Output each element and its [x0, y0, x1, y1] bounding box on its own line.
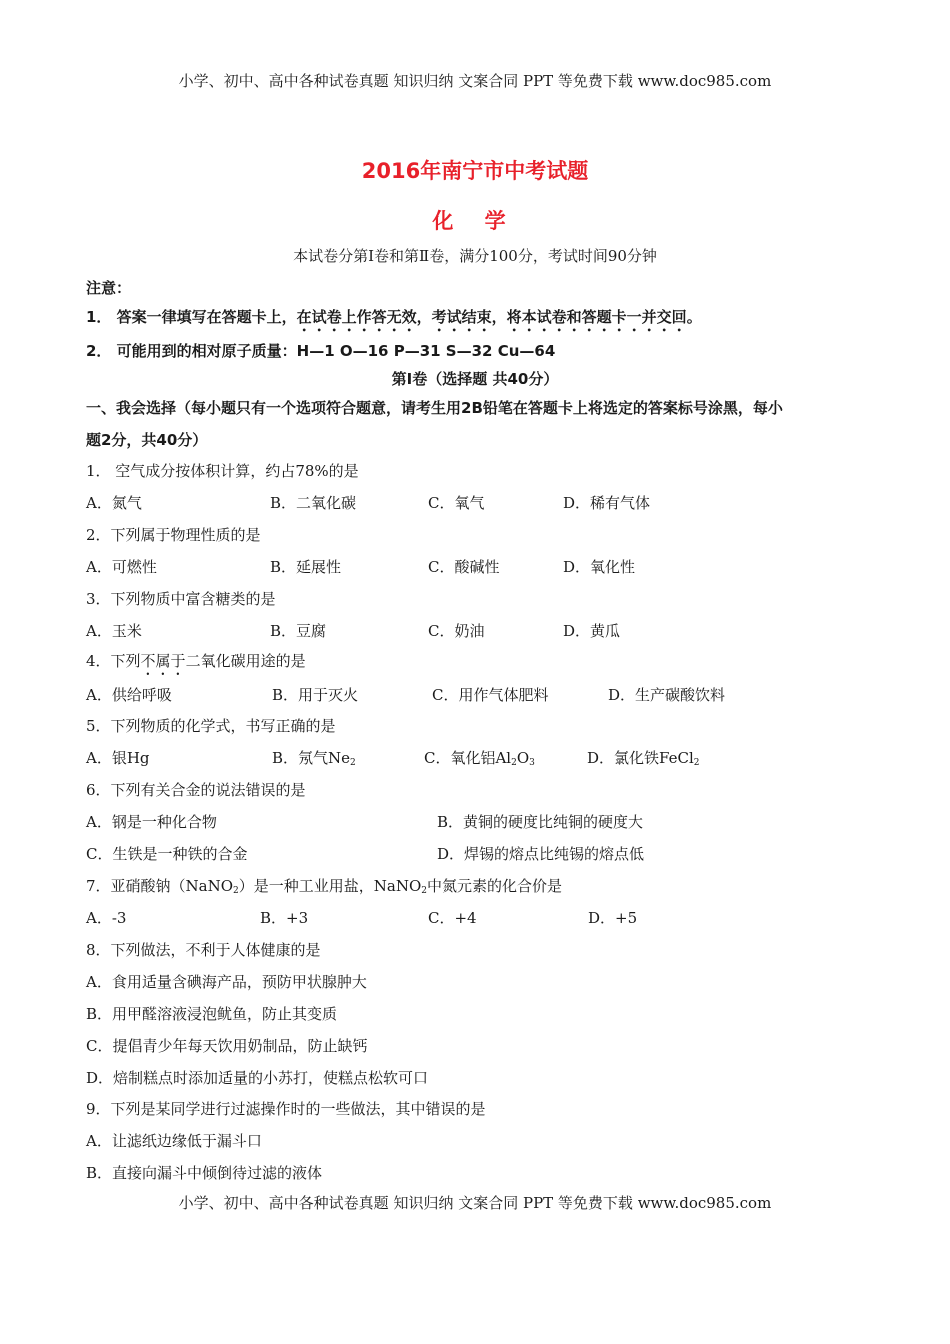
q6-option-b: B．黄铜的硬度比纯铜的硬度大	[437, 813, 644, 831]
notice-label: 注意：	[86, 279, 132, 297]
q7-text-2: ）是一种工业用盐，NaNO	[238, 877, 422, 895]
page-header: 小学、初中、高中各种试卷真题 知识归纳 文案合同 PPT 等免费下载 www.doc985.com	[178, 72, 772, 90]
q4-option-c: C．用作气体肥料	[432, 686, 549, 704]
q7-subscript-2: 2	[421, 886, 428, 896]
notice-1-emphasis: 在试卷上作答无效，考试结束，将本试卷和答题卡一并交回	[296, 308, 687, 326]
question-6: 6．下列有关合金的说法错误的是	[86, 781, 306, 799]
question-1: 1． 空气成分按体积计算，约占78%的是	[86, 462, 359, 480]
q7-option-d: D．+5	[588, 909, 638, 927]
q6-option-a: A．钢是一种化合物	[86, 813, 217, 831]
notice-1-end: 。	[686, 308, 702, 326]
question-3: 3．下列物质中富含糖类的是	[86, 590, 276, 608]
q2-option-d: D．氧化性	[563, 558, 636, 576]
q7-option-c: C．+4	[428, 909, 477, 927]
q7-text-1: 7．亚硝酸钠（NaNO	[86, 877, 234, 895]
q8-option-d: D．焙制糕点时添加适量的小苏打，使糕点松软可口	[86, 1069, 429, 1087]
notice-2: 2． 可能用到的相对原子质量：H—1 O—16 P—31 S—32 Cu—64	[86, 342, 556, 360]
q3-option-d: D．黄瓜	[563, 622, 621, 640]
q1-option-d: D．稀有气体	[563, 494, 651, 512]
q5-option-a: A．银Hg	[86, 749, 150, 767]
q4-emphasis: 不属于	[140, 652, 186, 670]
q2-option-b: B．延展性	[270, 558, 342, 576]
q5-b-subscript: 2	[350, 758, 356, 768]
q4-text-end: 二氧化碳用途的是	[185, 652, 306, 670]
q7-subscript-1: 2	[233, 886, 239, 896]
q7-option-a: A．-3	[86, 909, 127, 927]
q5-c-text-2: O	[516, 749, 530, 767]
q9-option-a: A．让滤纸边缘低于漏斗口	[86, 1132, 262, 1150]
q8-option-c: C．提倡青少年每天饮用奶制品，防止缺钙	[86, 1037, 368, 1055]
q4-option-d: D．生产碳酸饮料	[608, 686, 726, 704]
q5-option-d	[587, 747, 700, 768]
q6-option-d: D．焊锡的熔点比纯锡的熔点低	[437, 845, 645, 863]
question-5: 5．下列物质的化学式，书写正确的是	[86, 717, 336, 735]
question-9: 9．下列是某同学进行过滤操作时的一些做法，其中错误的是	[86, 1100, 486, 1118]
notice-1-text: 1． 答案一律填写在答题卡上，	[86, 308, 297, 326]
q5-d-subscript: 2	[693, 758, 700, 768]
question-4	[86, 650, 306, 679]
q4-text-start: 4．下列	[86, 652, 141, 670]
notice-1	[86, 306, 702, 335]
q2-option-c: C．酸碱性	[428, 558, 500, 576]
subject-title: 化 学	[432, 209, 518, 233]
q5-option-b	[272, 747, 356, 768]
q5-c-subscript-1: 2	[511, 758, 517, 768]
question-8: 8．下列做法，不利于人体健康的是	[86, 941, 321, 959]
q5-c-text: C．氧化铝Al	[424, 749, 512, 767]
q5-option-c	[424, 747, 535, 768]
q2-option-a: A．可燃性	[86, 558, 157, 576]
q1-option-b: B．二氧化碳	[270, 494, 357, 512]
q3-option-b: B．豆腐	[270, 622, 327, 640]
exam-title: 2016年南宁市中考试题	[361, 159, 589, 183]
q4-option-a: A．供给呼吸	[86, 686, 172, 704]
q6-option-c: C．生铁是一种铁的合金	[86, 845, 248, 863]
q5-d-text: D．氯化铁FeCl	[587, 749, 694, 767]
q7-option-b: B．+3	[260, 909, 309, 927]
exam-info: 本试卷分第Ⅰ卷和第Ⅱ卷，满分100分，考试时间90分钟	[293, 247, 657, 265]
q1-option-a: A．氮气	[86, 494, 142, 512]
question-7	[86, 875, 562, 896]
q5-c-subscript-2: 3	[529, 758, 535, 768]
page-footer: 小学、初中、高中各种试卷真题 知识归纳 文案合同 PPT 等免费下载 www.doc985.com	[178, 1194, 772, 1212]
section1-title: 第Ⅰ卷（选择题 共40分）	[391, 370, 559, 388]
q1-option-c: C．氧气	[428, 494, 485, 512]
q5-b-text: B．氖气Ne	[272, 749, 351, 767]
q3-option-a: A．玉米	[86, 622, 142, 640]
section1-instruction-b: 题2分，共40分）	[86, 431, 208, 449]
q8-option-a: A．食用适量含碘海产品，预防甲状腺肿大	[86, 973, 367, 991]
section1-instruction-a: 一、我会选择（每小题只有一个选项符合题意，请考生用2B铅笔在答题卡上将选定的答案标号涂黑，每小	[86, 399, 783, 417]
q3-option-c: C．奶油	[428, 622, 485, 640]
q4-option-b: B．用于灭火	[272, 686, 359, 704]
q7-text-3: 中氮元素的化合价是	[427, 877, 563, 895]
q8-option-b: B．用甲醛溶液浸泡鱿鱼，防止其变质	[86, 1005, 338, 1023]
question-2: 2．下列属于物理性质的是	[86, 526, 261, 544]
q9-option-b: B．直接向漏斗中倾倒待过滤的液体	[86, 1164, 323, 1182]
